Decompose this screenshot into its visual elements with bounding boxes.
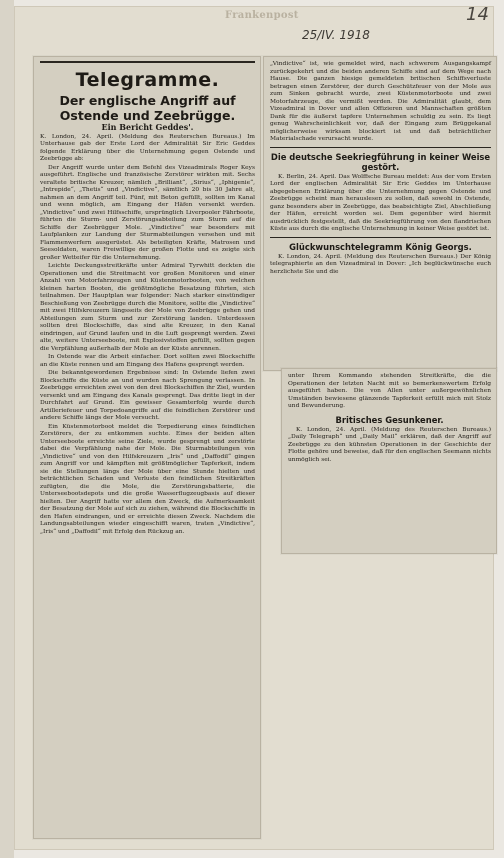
- section-rule: [270, 237, 491, 238]
- page-number: 14: [466, 4, 489, 25]
- clipping-left: [33, 56, 261, 839]
- article-paragraph: K. London, 24. April. (Meldung des Reuterschen Bureaus.) Im Unterhause gab der Erste Lord der Admiralität Sir Eric Geddes folgende Erklärung über die Unternehmung gegen Ostende und Zeebrügge ab:: [40, 133, 255, 162]
- header-stamp: Frankenpost: [225, 10, 299, 21]
- clipping-right-top: [263, 56, 497, 371]
- section-title: Glückwunschtelegramm König Georgs.: [289, 241, 472, 252]
- clipping-left-column: [40, 61, 255, 537]
- clipping-right-top-column: [270, 61, 491, 277]
- clipping-right-bottom: [281, 368, 497, 554]
- article-paragraph: Ein Küstenmotorboot meldet die Torpedierung eines feindlichen Zerstörers, der zu entkommen suchte. Eines der beiden alten Unterseeboote erreichte seine Ziele, wurde gesprengt und zerstörte dabei die Verpfählung nahe der Mole. Die Sturmabteilungen von „Vindictive“ und von den Hilfskreuzern „Iris“ und „Daffodil“ gingen zum Angriff vor und kämpften mit größtmöglicher Tapferkeit, indem sie die Stellungen längs der Mole über eine Stunde hielten und beträchtlichen Schaden und Verluste den feindlichen Streitkräften zufügten, die die Mole, die Zerstörungsbatterie, die Unterseebootsdepots und die große Wasserflugzeugbasis auf dieser hielten. Der Angriff hatte vor allem den Zweck, die Aufmerksamkeit der Besatzung der Mole auf sich zu ziehen, während die Blockschiffe in den Hafen eindrangen, und er erreichte diesen Zweck. Nachdem die Landungsabteilungen wieder eingeschifft waren, traten „Vindictive“, „Iris“ und „Daffodil“ mit Erfolg den Rückzug an.: [40, 423, 255, 535]
- article-paragraph: In Ostende war die Arbeit einfacher. Dort sollten zwei Blockschiffe an die Küste rennen und am Eingang des Hafens gesprengt werden.: [40, 354, 255, 368]
- headline: Telegramme.: [75, 69, 220, 91]
- article-byline: Ein Bericht Geddes'.: [101, 122, 194, 132]
- clipping-right-bottom-column: [288, 373, 491, 465]
- article-paragraph: Der Angriff wurde unter dem Befehl des Vizeadmirals Roger Keys ausgeführt. Englische und französische Zerstörer wirkten mit. Sechs veraltete britische Kreuzer, nämlich „Brilliant“, „Sirius“, „Iphigenie“, „Intrepide“, „Thetis“ und „Vindictive“, sämtlich 20 bis 30 Jahre alt, nahmen an dem Angriff teil. Fünf, mit Beton gefüllt, sollten im Kanal und wenn möglich, am Eingang der Häfen versenkt werden. „Vindictive“ und zwei Hilfsschiffe, ursprünglich Liverpooler Fährboote, führten die Sturm- und Zerstörungsabteilung zum Sturm auf die Schiffe der Zeebrügger Mole. „Vindictive“ war besonders mit Laufplanken zur Landung der Sturmabteilungen versehen und mit Flammenwerfern ausgerüstet. Als beteiligten Kräfte, Matrosen und Seesoldaten, waren Freiwillige der großen Flotte und es zeigte sich großer Wetteifer für die Unternehmung.: [40, 164, 255, 261]
- article-paragraph: K. London, 24. April. (Meldung des Reuterschen Bureaus.) Der König telegraphierte an den Vizeadmiral in Dover: „Ich beglückwünsche euch herzlichste Sie und die: [270, 253, 491, 275]
- article-paragraph: „Vindictive“ ist, wie gemeldet wird, nach schwerem Ausgangskampf zurückgekehrt und die beiden anderen Schiffe sind auf dem Wege nach Hause. Die ganzen hiesige gemeldeten britischen Schiffsverluste betragen einen Zerstörer, der durch Geschützfeuer von der Mole aus zum Sinken gebracht wurde, zwei Küstenmotorboote und zwei Motorfahrzeuge, die vermißt werden. Die Admiralität glaubt, dem Vizeadmiral in Dover und allen Offizieren und Mannschaften größten Dank für die äußerst tapfere Unternehmen schuldig zu sein. Es liegt genug Wahrscheinlichkeit vor, daß der Eingang zum Brüggekanal möglicherweise wirksam blockiert ist und daß beträchtlicher Materialschade verursacht wurde.: [270, 61, 491, 142]
- article-paragraph: K. London, 24. April. (Meldung des Reuterschen Bureaus.) „Daily Telegraph“ und „Daily Mail“ erklären, daß der Angriff auf Zeebrügge zu den kühnsten Operationen in der Geschichte der Flotte gehöre und beweise, daß für den englischen Seemann nichts unmöglich sei.: [288, 426, 491, 463]
- article-paragraph: unter Ihrem Kommando stehenden Streitkräfte, die die Operationen der letzten Nacht mit so bemerkenswertem Erfolg ausgeführt haben. Die von Allen unter außergewöhnlichen Umständen bewiesene glänzende Tapferkeit erfüllt mich mit Stolz und Bewunderung.: [288, 373, 491, 409]
- top-rule: [40, 61, 255, 63]
- page-edge: [0, 0, 14, 858]
- article-title: Der englische Angriff auf Ostende und Zeebrügge.: [59, 93, 236, 123]
- section-title: Die deutsche Seekriegführung in keiner Weise gestört.: [270, 151, 491, 172]
- handwritten-date: 25/IV. 1918: [302, 28, 370, 42]
- section-title: Britisches Gesunkener.: [335, 414, 444, 425]
- article-paragraph: Die bekanntgewordenen Ergebnisse sind: In Ostende liefen zwei Blockschiffe die Küste an und wurden nach Sprengung verlassen. In Zeebrügge erreichten zwei von den drei Blockschiffen ihr Ziel, wurden versenkt und am Eingang des Kanals gesprengt. Das dritte liegt in der Durchfahrt auf Grund. Ein gewisser Gesamterfolg wurde durch Artilleriefeuer und Torpedoangriffe auf die feindlichen Zerstörer und andere Schiffe längs der Mole versucht.: [40, 370, 255, 421]
- article-paragraph: Leichte Deckungsstreitkräfte unter Admiral Tyrwhitt deckten die Operationen und die Streitmacht vor großen Monitoren und einer Anzahl von Motorfahrzeugen und Küstenmotorbooten, von welchen kleinen harten Booten, die größtmögliche Besatzung führten, sich teilnahmen. Der Hauptplan war folgender: Nach starker einstündiger Beschießung von Zeebrügge durch die Monitore, sollte die „Vindictive“ mit zwei Hilfskreuzern längsseits der Mole von Zeebrügge gehen und Abteilungen zum Sturm und zur Zerstörung landen. Unterdessen sollten drei Blockschiffe, das sind alte Kreuzer, in den Kanal eindringen, auf Grund laufen und in die Luft gesprengt werden. Zwei alte, weitere Unterseeboote, mit Explosivstoffen gefüllt, sollten gegen die Verpfählung außerhalb der Mole an der Küste anrennen.: [40, 263, 255, 352]
- article-paragraph: K. Berlin, 24. April. Das Wolffsche Bureau meldet: Aus der vom Ersten Lord der englischen Admiralität Sir Eric Geddes im Unterhause abgegebenen Erklärung über die Unternehmung gegen Ostende und Zeebrügge scheint man herauslesen zu sollen, daß sowohl in Ostende, ganz besonders aber in Zeebrügge, das beabsichtigte Ziel, Abschließung der Häfen, erreicht worden sei. Dem gegenüber wird hiermit ausdrücklich festgestellt, daß die Seekriegführung von den flandrischen Küste aus durch die englische Unternehmung in keiner Weise gestört ist.: [270, 173, 491, 232]
- section-rule: [270, 147, 491, 148]
